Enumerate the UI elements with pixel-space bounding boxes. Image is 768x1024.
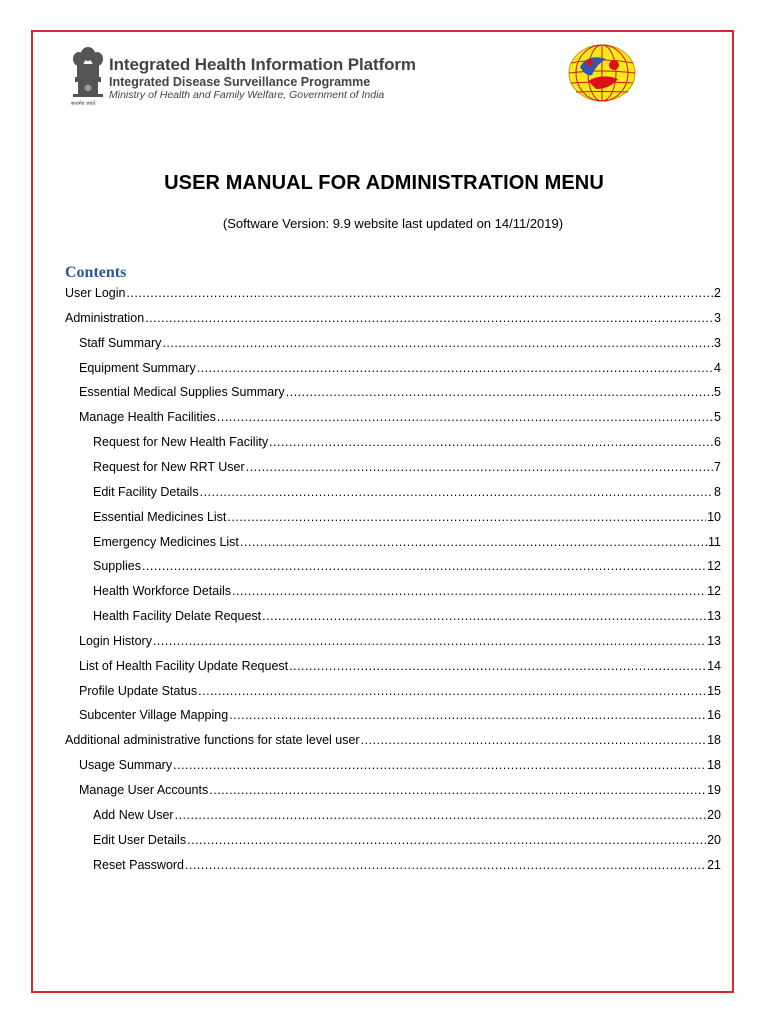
document-subtitle: (Software Version: 9.9 website last updated on 14/11/2019)	[222, 216, 564, 231]
toc-entry[interactable]	[93, 506, 721, 528]
toc-entry-label: Request for New Health Facility	[93, 435, 269, 450]
toc-entry-page: 14	[707, 658, 721, 673]
toc-entry-page: 20	[707, 832, 721, 847]
toc-entry-label: Health Workforce Details	[93, 584, 232, 599]
toc-entry-page: 3	[714, 335, 721, 350]
toc-entry[interactable]	[93, 456, 721, 478]
toc-dot-leader	[162, 332, 713, 354]
toc-entry-label: Administration	[65, 310, 145, 325]
toc-entry[interactable]	[65, 282, 721, 304]
toc-entry-label: User Login	[65, 286, 126, 300]
toc-entry-page: 21	[707, 857, 721, 872]
toc-entry-label: Staff Summary	[79, 335, 162, 350]
toc-entry[interactable]	[93, 605, 721, 627]
toc-entry[interactable]	[93, 829, 721, 851]
toc-entry-label: Subcenter Village Mapping	[79, 708, 229, 723]
toc-dot-leader	[232, 580, 706, 602]
header-brand	[109, 55, 416, 101]
toc-entry[interactable]	[79, 406, 721, 428]
toc-entry[interactable]	[79, 381, 721, 403]
toc-entry-page: 4	[714, 360, 721, 375]
toc-entry-page: 12	[707, 559, 721, 574]
toc-dot-leader	[217, 406, 713, 428]
contents-heading: Contents	[65, 264, 127, 281]
toc-entry[interactable]	[93, 431, 721, 453]
toc-entry-page: 16	[707, 708, 721, 723]
emblem-caption: सत्यमेव जयते	[71, 101, 96, 107]
toc-entry[interactable]	[79, 704, 721, 726]
toc-entry-label: Login History	[79, 633, 152, 648]
toc-dot-leader	[269, 431, 713, 453]
toc-dot-leader	[185, 854, 706, 876]
toc-entry[interactable]	[79, 680, 721, 702]
toc-dot-leader	[209, 779, 706, 801]
toc-dot-leader	[145, 307, 713, 329]
toc-dot-leader	[262, 605, 706, 627]
toc-dot-leader	[229, 704, 706, 726]
toc-entry[interactable]	[79, 754, 721, 776]
toc-entry-page: 13	[707, 633, 721, 648]
toc-entry-label: Edit Facility Details	[93, 484, 199, 499]
toc-entry-page: 12	[707, 584, 721, 599]
toc-dot-leader	[289, 655, 706, 677]
toc-dot-leader	[153, 630, 706, 652]
toc-entry-label: Edit User Details	[93, 832, 187, 847]
toc-entry-page: 8	[714, 484, 721, 499]
toc-entry-label: Emergency Medicines List	[93, 534, 239, 549]
platform-title: Integrated Health Information Platform	[109, 55, 416, 74]
national-emblem-icon	[68, 44, 108, 106]
toc-entry[interactable]	[65, 729, 721, 751]
toc-entry-page: 7	[714, 459, 721, 474]
toc-entry-page: 5	[714, 385, 721, 400]
toc-entry-label: Reset Password	[93, 857, 185, 872]
toc-entry[interactable]	[93, 854, 721, 876]
toc-entry-label: Manage Health Facilities	[79, 410, 216, 425]
toc-entry-page: 10	[707, 509, 721, 524]
toc-entry-page: 19	[707, 783, 721, 797]
toc-dot-leader	[246, 456, 713, 478]
idsp-globe-logo-icon	[566, 43, 638, 103]
toc-dot-leader	[197, 357, 713, 379]
toc-dot-leader	[175, 804, 707, 826]
toc-entry[interactable]	[93, 580, 721, 602]
toc-entry-label: Health Facility Delate Request	[93, 609, 262, 624]
toc-dot-leader	[200, 481, 713, 503]
toc-entry-label: Request for New RRT User	[93, 459, 245, 474]
toc-entry-label: Supplies	[93, 559, 141, 574]
toc-entry-page: 5	[714, 410, 721, 425]
toc-entry-page: 13	[707, 609, 721, 624]
toc-entry-label: Additional administrative functions for state level user	[65, 733, 360, 748]
toc-dot-leader	[187, 829, 706, 851]
toc-entry-page: 6	[714, 435, 721, 450]
toc-dot-leader	[173, 754, 706, 776]
toc-entry[interactable]	[79, 357, 721, 379]
toc-entry[interactable]	[79, 332, 721, 354]
toc-entry-page: 18	[707, 733, 721, 748]
toc-entry-label: Usage Summary	[79, 758, 173, 773]
toc-entry-label: Essential Medicines List	[93, 509, 227, 524]
toc-dot-leader	[198, 680, 706, 702]
toc-dot-leader	[361, 729, 707, 751]
toc-entry-label: Equipment Summary	[79, 360, 196, 375]
toc-entry-page: 11	[708, 534, 721, 549]
toc-dot-leader	[142, 555, 706, 577]
toc-entry-page: 20	[707, 807, 721, 822]
toc-entry-label: Essential Medical Supplies Summary	[79, 385, 285, 400]
toc-entry[interactable]	[79, 655, 721, 677]
toc-dot-leader	[126, 282, 713, 304]
toc-entry[interactable]	[93, 531, 721, 553]
toc-entry-label: Profile Update Status	[79, 683, 198, 698]
toc-entry-page: 2	[714, 286, 721, 300]
toc-entry[interactable]	[93, 555, 721, 577]
toc-entry-label: Add New User	[93, 807, 174, 822]
ministry-name: Ministry of Health and Family Welfare, Government of India	[109, 89, 385, 101]
document-title: USER MANUAL FOR ADMINISTRATION MENU	[164, 172, 604, 194]
toc-entry[interactable]	[93, 804, 721, 826]
toc-entry[interactable]	[93, 481, 721, 503]
toc-entry-page: 18	[707, 758, 721, 773]
toc-entry-page: 15	[707, 683, 721, 698]
toc-entry-label: List of Health Facility Update Request	[79, 658, 289, 673]
programme-name: Integrated Disease Surveillance Programme	[109, 75, 371, 89]
toc-entry-label: Manage User Accounts	[79, 783, 209, 797]
toc-dot-leader	[227, 506, 706, 528]
toc-dot-leader	[286, 381, 713, 403]
toc-entry[interactable]	[79, 779, 721, 801]
toc-entry[interactable]	[79, 630, 721, 652]
toc-entry-page: 3	[714, 310, 721, 325]
toc-entry[interactable]	[65, 307, 721, 329]
toc-dot-leader	[240, 531, 707, 553]
